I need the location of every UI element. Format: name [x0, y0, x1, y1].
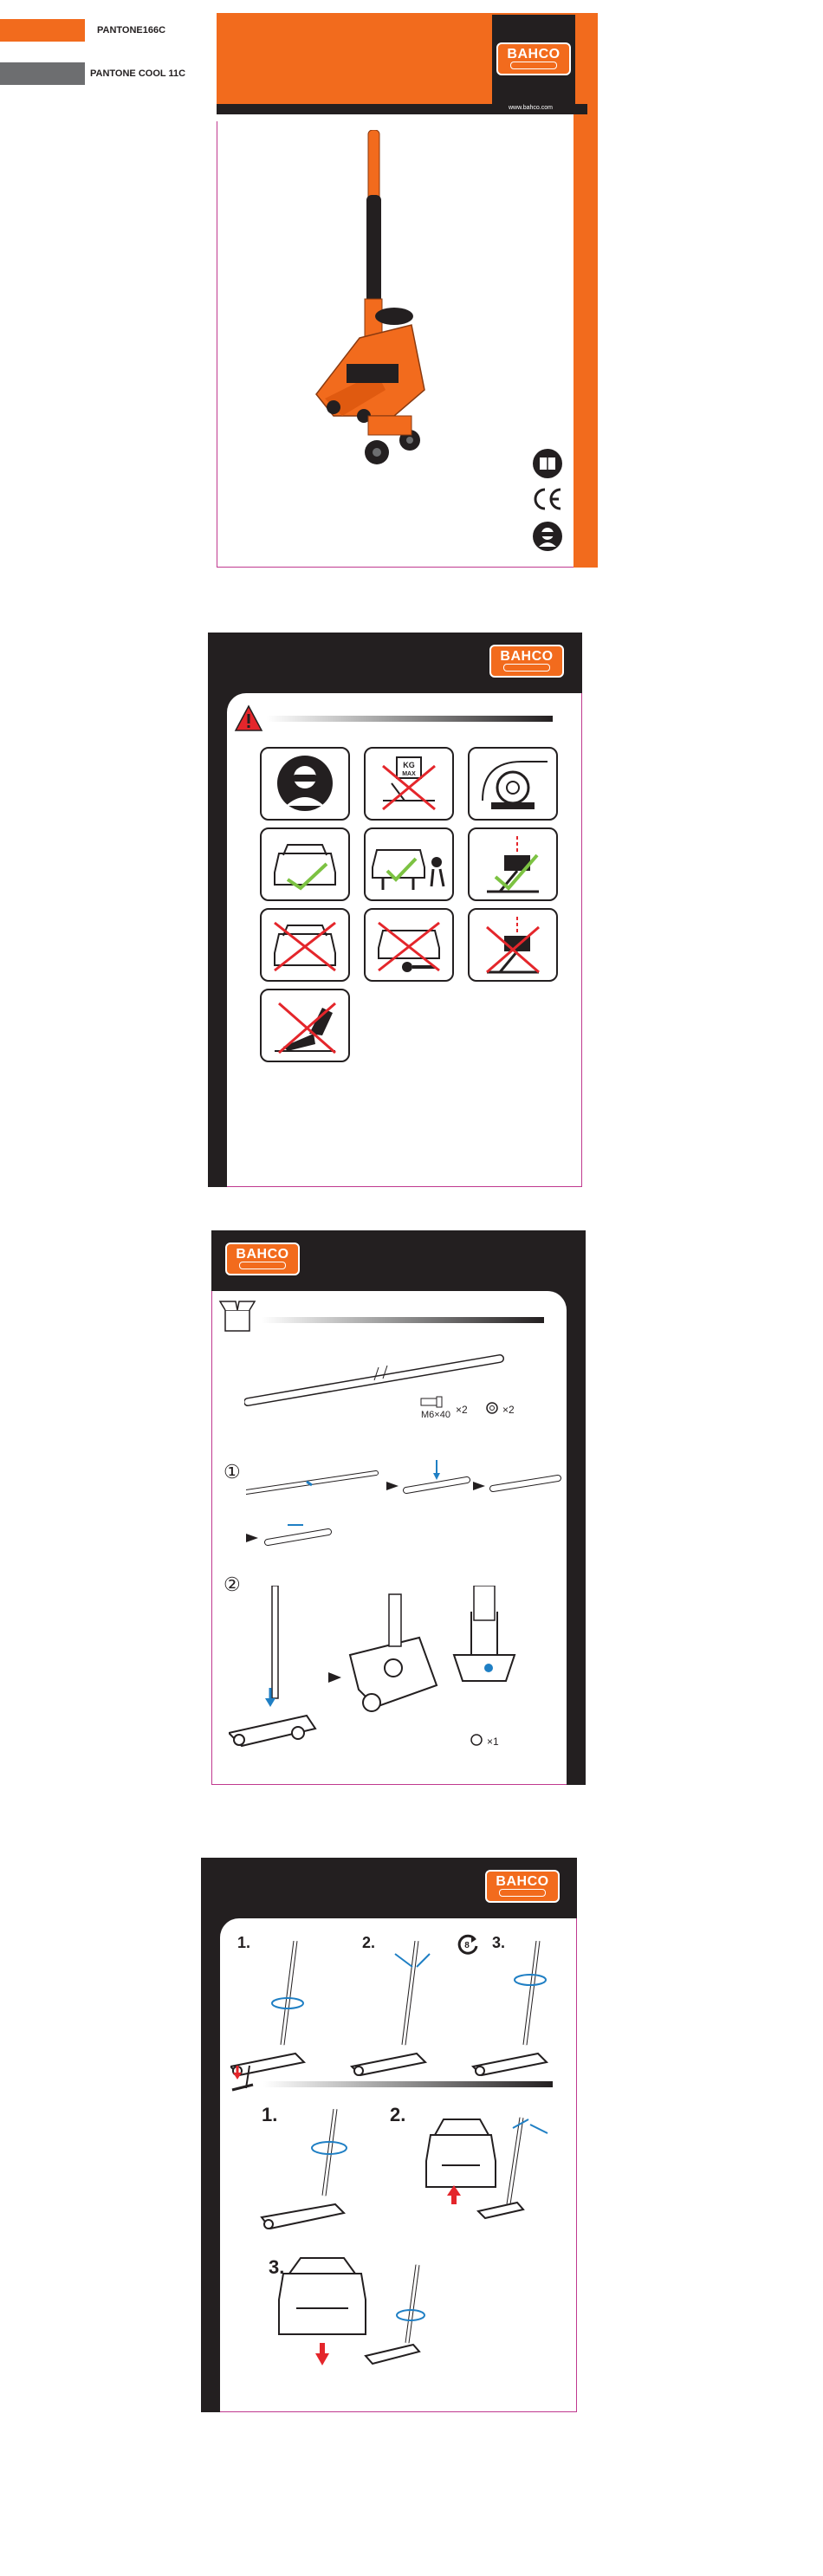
- step-one-marker: ①: [224, 1461, 241, 1483]
- safety-tile-jack-stands: [364, 827, 454, 901]
- safety-tile-no-overload: [260, 908, 350, 982]
- turns-count: 8: [464, 1941, 470, 1950]
- cover-page: [217, 13, 598, 568]
- ce-mark-icon: [532, 486, 563, 512]
- safety-divider-line: [267, 716, 553, 722]
- bahco-logo: BAHCO: [225, 1243, 300, 1275]
- wheel-chock-icon: [470, 749, 556, 819]
- car-crossed-icon: [262, 910, 348, 980]
- clip-icon: [470, 1733, 483, 1747]
- assembly-divider-line: [262, 1317, 544, 1323]
- operation-page: [201, 1858, 577, 2412]
- lowering-jack-icon: [230, 2064, 256, 2093]
- lift-point-wrong-icon: [470, 910, 556, 980]
- safety-tile-car-level: [260, 827, 350, 901]
- operation-divider-line: [263, 2081, 553, 2087]
- car-jack-stands-icon: [366, 829, 452, 899]
- cover-orange-right-band: [574, 13, 598, 568]
- kg-label: KG: [403, 761, 415, 769]
- warning-triangle-icon: [234, 704, 263, 732]
- raise-steps-illustration: [230, 1941, 568, 2080]
- step-two-illustration: [229, 1586, 567, 1759]
- safety-tile-max-load: [364, 747, 454, 821]
- goggles-person-icon: [262, 749, 348, 819]
- lift-point-ok-icon: [470, 829, 556, 899]
- bahco-logo: BAHCO: [489, 645, 564, 678]
- raise-step-1-label: 1.: [237, 1934, 251, 1951]
- handle-parts-illustration: [244, 1341, 522, 1419]
- raise-step-3-label: 3.: [492, 1934, 506, 1951]
- step-one-illustration: [246, 1456, 567, 1560]
- bolt-qty-label: ×2: [456, 1404, 468, 1416]
- raise-step-2-label: 2.: [362, 1934, 376, 1951]
- safety-goggles-icon: [532, 521, 563, 552]
- max-load-icon: [366, 749, 452, 819]
- clip-qty-label: ×1: [487, 1736, 499, 1748]
- safety-tile-no-side-load: [260, 989, 350, 1062]
- website-text: www.bahco.com: [509, 105, 553, 111]
- box-contents-icon: [218, 1298, 256, 1333]
- floor-jack-illustration: [264, 130, 455, 477]
- lower-step-3-label: 3.: [269, 2256, 285, 2278]
- bahco-logo: BAHCO: [496, 42, 571, 75]
- safety-tile-eye-protection: [260, 747, 350, 821]
- jack-side-crossed-icon: [262, 990, 348, 1061]
- lower-step-1-label: 1.: [262, 2104, 278, 2125]
- lower-step-2-label: 2.: [390, 2104, 406, 2125]
- safety-tile-wheel-chock: [468, 747, 558, 821]
- washer-qty-label: ×2: [502, 1404, 515, 1416]
- safety-page: [208, 633, 582, 1187]
- orange-swatch-label: PANTONE166C: [97, 25, 166, 36]
- grey-swatch-label: PANTONE COOL 11C: [90, 68, 186, 79]
- washer-icon: [485, 1401, 499, 1415]
- bahco-logo: BAHCO: [485, 1870, 560, 1903]
- car-front-ok-icon: [262, 829, 348, 899]
- lower-steps-illustration: [253, 2109, 565, 2404]
- read-manual-icon: [532, 448, 563, 479]
- step-two-marker: ②: [224, 1574, 241, 1595]
- max-label: MAX: [402, 771, 416, 777]
- safety-tile-lift-point-wrong: [468, 908, 558, 982]
- orange-swatch: [0, 19, 85, 42]
- person-under-car-crossed-icon: [366, 910, 452, 980]
- bolt-size-label: M6×40: [421, 1410, 450, 1420]
- assembly-page: [211, 1230, 586, 1785]
- bolt-icon: [419, 1395, 444, 1409]
- safety-tile-no-person-under: [364, 908, 454, 982]
- safety-tile-lift-point-ok: [468, 827, 558, 901]
- grey-swatch: [0, 62, 85, 85]
